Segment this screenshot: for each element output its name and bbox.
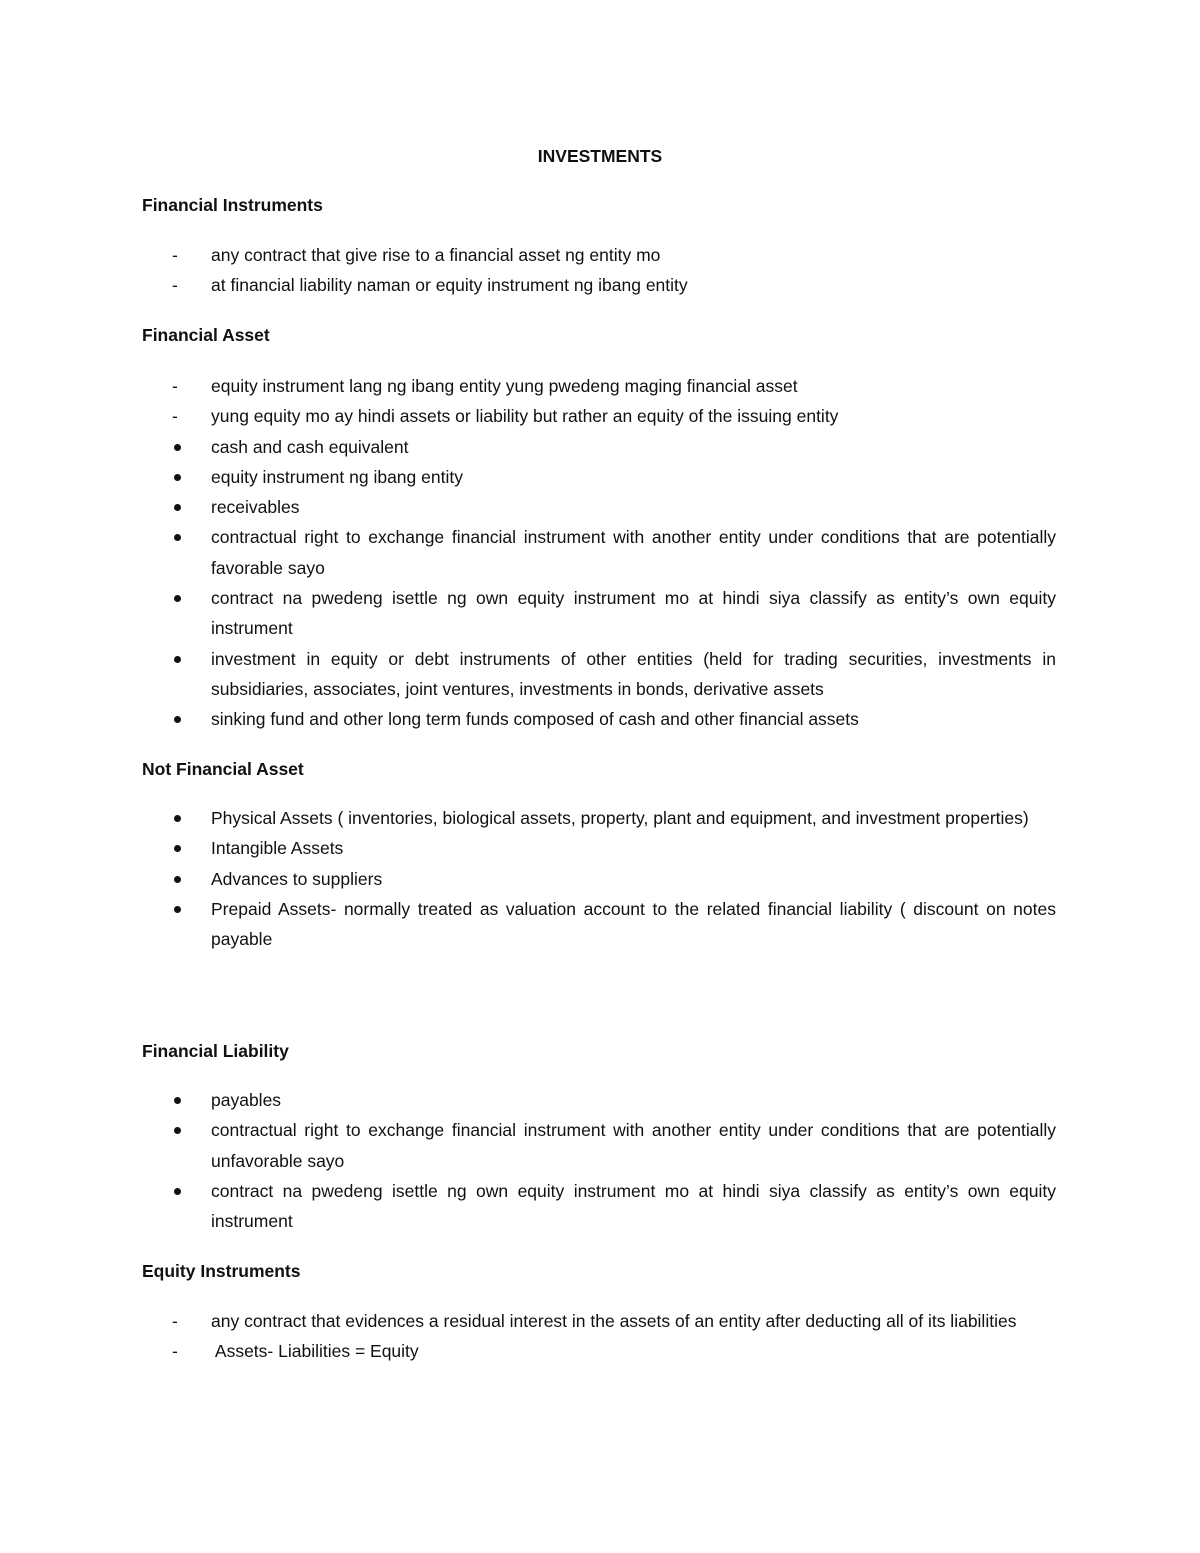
list-item (0, 864, 1200, 894)
list-item (0, 432, 1200, 462)
list-item-text: receivables (211, 497, 300, 518)
list-item (0, 371, 1200, 401)
list-item (0, 583, 1200, 644)
document-title: INVESTMENTS (537, 146, 663, 166)
dash-marker (172, 1306, 192, 1336)
list-item-text: Prepaid Assets- normally treated as valuation account to the related financial liability ( discount on notes payable (211, 898, 1056, 950)
dash-marker (172, 270, 192, 300)
section-heading: Not Financial Asset (142, 759, 304, 779)
list-item (0, 492, 1200, 522)
item-list (0, 1306, 1200, 1367)
list-item (0, 462, 1200, 492)
list-item-text: any contract that evidences a residual interest in the assets of an entity after deducting all of its liabilities (211, 1311, 1017, 1331)
list-item (0, 894, 1200, 955)
list-item-text: equity instrument lang ng ibang entity yung pwedeng maging financial asset (211, 376, 798, 396)
list-item-text: contract na pwedeng isettle ng own equity instrument mo at hindi siya classify as entity’s own equity instrument (211, 588, 1056, 639)
list-item (0, 803, 1200, 833)
list-item-text: equity instrument ng ibang entity (211, 466, 463, 487)
section-heading: Equity Instruments (142, 1261, 301, 1281)
list-item (0, 704, 1200, 734)
list-item-text: cash and cash equivalent (211, 436, 409, 457)
list-item-text: contract na pwedeng isettle ng own equity instrument mo at hindi siya classify as entity’s own equity instrument (211, 1180, 1056, 1232)
section-heading: Financial Instruments (142, 195, 323, 215)
list-item (0, 270, 1200, 300)
item-list (0, 240, 1200, 301)
list-item (0, 1115, 1200, 1176)
list-item-text: any contract that give rise to a financial asset ng entity mo (211, 245, 661, 265)
list-item (0, 1336, 1200, 1366)
list-item (0, 1306, 1200, 1336)
list-item (0, 401, 1200, 431)
item-list (0, 803, 1200, 954)
list-item-text: contractual right to exchange financial instrument with another entity under conditions that are potentially favorable sayo (211, 527, 1056, 578)
list-item-text: sinking fund and other long term funds composed of cash and other financial assets (211, 709, 859, 730)
item-list (0, 1085, 1200, 1236)
dash-marker (172, 371, 192, 401)
list-item-text: investment in equity or debt instruments of other entities (held for trading securities, investments in subsidiaries, associates, joint ventures, investments in bonds, derivative assets (211, 648, 1056, 699)
dash-marker (172, 401, 192, 431)
section-heading: Financial Liability (142, 1041, 289, 1061)
list-item (0, 522, 1200, 583)
list-item-text: Advances to suppliers (211, 868, 383, 889)
list-item (0, 644, 1200, 705)
list-item-text: Intangible Assets (211, 838, 344, 859)
section-heading: Financial Asset (142, 325, 270, 345)
dash-marker (172, 240, 192, 270)
list-item-text: Assets- Liabilities = Equity (211, 1341, 419, 1362)
list-item (0, 833, 1200, 863)
dash-marker (172, 1336, 192, 1366)
list-item-text: contractual right to exchange financial instrument with another entity under conditions that are potentially unfavorable sayo (211, 1120, 1056, 1171)
list-item-text: yung equity mo ay hindi assets or liability but rather an equity of the issuing entity (211, 406, 839, 427)
item-list (0, 371, 1200, 735)
list-item (0, 1085, 1200, 1115)
list-item-text: payables (211, 1090, 282, 1110)
list-item-text: Physical Assets ( inventories, biological assets, property, plant and equipment, and investment properties) (211, 808, 1029, 828)
list-item (0, 1176, 1200, 1237)
list-item (0, 240, 1200, 270)
list-item-text: at financial liability naman or equity instrument ng ibang entity (211, 275, 688, 296)
